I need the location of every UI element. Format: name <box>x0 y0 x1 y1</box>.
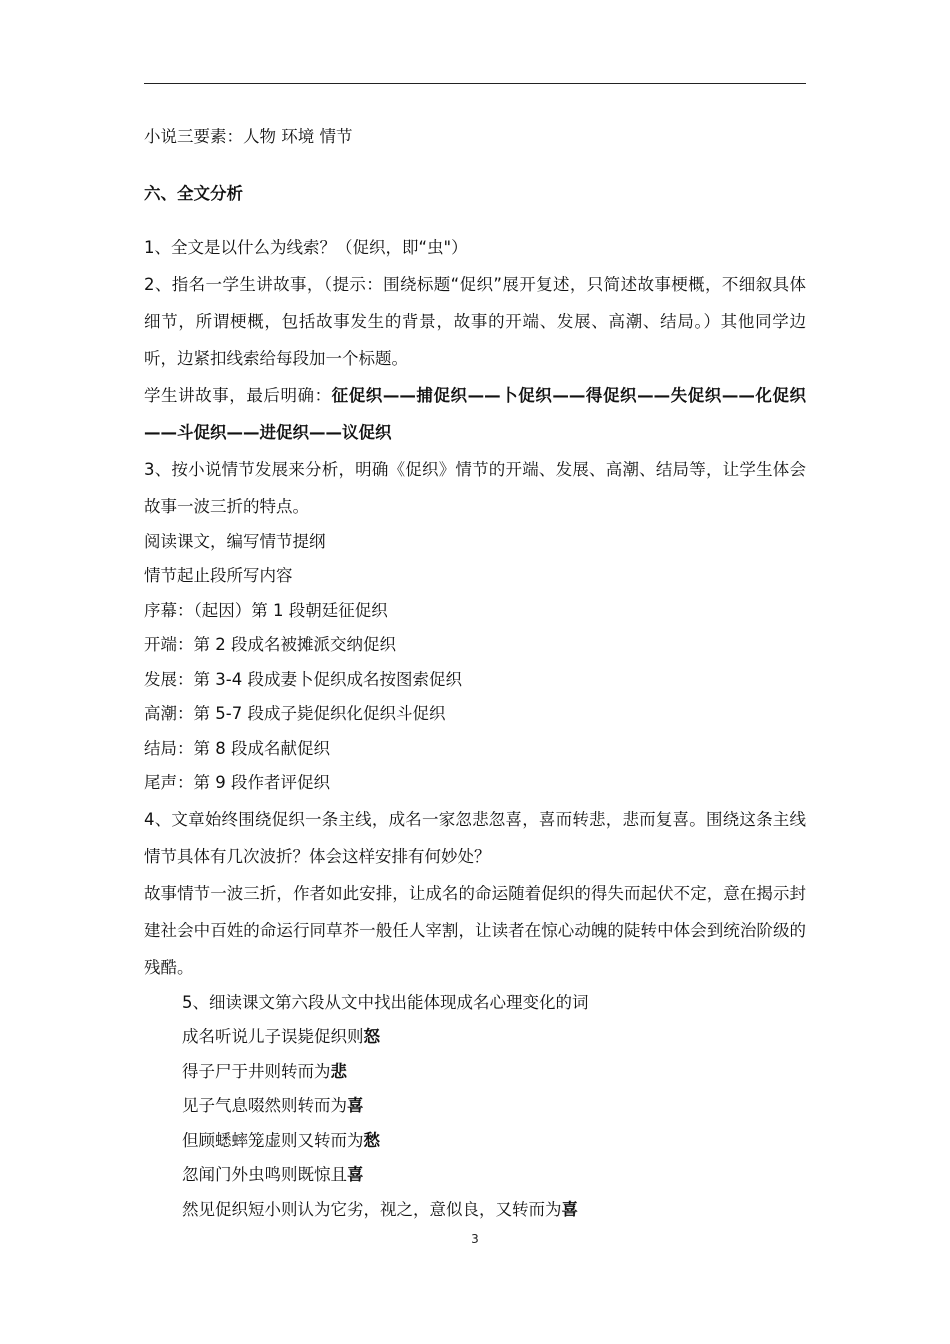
emotion-word: 愁 <box>363 1130 380 1150</box>
plot-item: 尾声：第 9 段作者评促织 <box>144 773 330 792</box>
question-2: 2、指名一学生讲故事，（提示：围绕标题“促织”展开复述，只简述故事梗概，不细叙具体细节，所谓梗概，包括故事发生的背景，故事的开端、发展、高潮、结局。）其他同学边听，边紧扣线索给每段加一个标题。 <box>144 274 806 368</box>
emotion-word: 喜 <box>561 1199 578 1219</box>
document-body <box>144 120 806 1227</box>
intro-line: 小说三要素：人物 环境 情节 <box>144 127 353 146</box>
plot-header: 情节起止段所写内容 <box>144 566 293 585</box>
plot-item: 高潮：第 5-7 段成子毙促织化促织斗促织 <box>144 704 446 723</box>
question-4-answer: 故事情节一波三折，作者如此安排，让成名的命运随着促织的得失而起伏不定，意在揭示封建社会中百姓的命运行同草芥一般任人宰割，让读者在惊心动魄的陡转中体会到统治阶级的残酷。 <box>144 883 806 977</box>
section-heading: 六、全文分析 <box>144 183 243 203</box>
question-4: 4、文章始终围绕促织一条主线，成名一家忽悲忽喜，喜而转悲，悲而复喜。围绕这条主线情节具体有几次波折？体会这样安排有何妙处？ <box>144 809 806 866</box>
question-3: 3、按小说情节发展来分析，明确《促织》情节的开端、发展、高潮、结局等，让学生体会故事一波三折的特点。 <box>144 459 806 516</box>
reading-task: 阅读课文，编写情节提纲 <box>144 531 326 551</box>
question-2-answer <box>144 377 806 451</box>
plot-item: 序幕：（起因）第 1 段朝廷征促织 <box>144 600 388 620</box>
emotion-line: 得子尸于井则转而为悲 <box>182 1061 347 1081</box>
emotion-word: 悲 <box>330 1061 347 1081</box>
emotion-line: 成名听说儿子误毙促织则怒 <box>182 1027 380 1046</box>
emotion-word: 怒 <box>363 1027 380 1046</box>
question-5: 5、细读课文第六段从文中找出能体现成名心理变化的词 <box>182 992 589 1012</box>
plot-item: 发展：第 3-4 段成妻卜促织成名按图索促织 <box>144 669 462 689</box>
emotion-word: 喜 <box>347 1165 364 1184</box>
emotion-line: 忽闻门外虫鸣则既惊且喜 <box>182 1165 364 1184</box>
emotion-line: 见子气息啜然则转而为喜 <box>182 1096 364 1115</box>
answer-sequence: 征促织——捕促织——卜促织——得促织——失促织——化促织——斗促织——进促织——议促织 <box>144 385 807 442</box>
page-number: 3 <box>471 1232 479 1246</box>
header-rule <box>144 83 806 84</box>
emotion-word: 喜 <box>347 1096 364 1115</box>
answer-prefix: 学生讲故事，最后明确： <box>144 385 332 405</box>
question-1: 1、全文是以什么为线索？（促织，即“虫"） <box>144 238 468 257</box>
emotion-line: 然见促织短小则认为它劣，视之，意似良，又转而为喜 <box>182 1199 578 1219</box>
emotion-line: 但顾蟋蟀笼虚则又转而为愁 <box>182 1130 380 1150</box>
plot-item: 开端：第 2 段成名被摊派交纳促织 <box>144 635 396 654</box>
plot-item: 结局：第 8 段成名献促织 <box>144 738 330 758</box>
